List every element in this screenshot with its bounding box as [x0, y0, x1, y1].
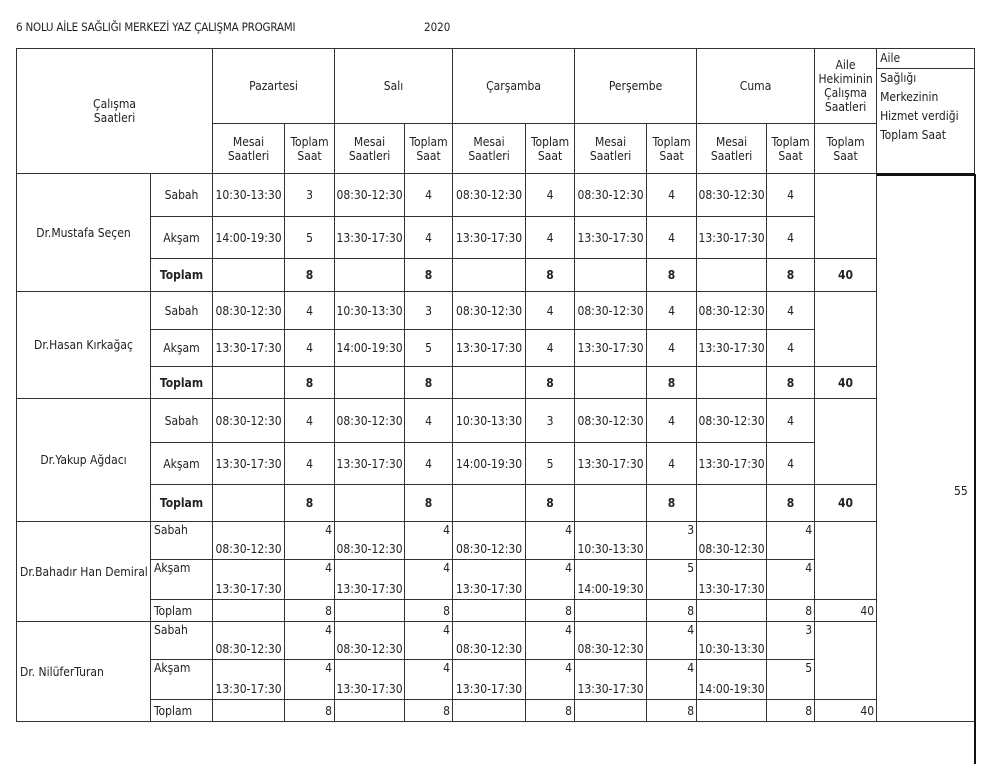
shift-label-toplam: Toplam	[151, 600, 213, 622]
mesai-saatleri-cell: 08:30-12:30	[697, 174, 767, 217]
header-mesai	[697, 124, 767, 174]
toplam-saat-cell: 4	[405, 399, 453, 443]
mesai-saatleri-cell: 13:30-17:30	[697, 560, 767, 600]
header-hekim-toplam-2: Saat	[833, 148, 858, 163]
header-mesai-1: Mesai	[594, 134, 627, 149]
mesai-saatleri-cell: 13:30-17:30	[697, 217, 767, 259]
mesai-saatleri-cell: 13:30-17:30	[335, 443, 405, 485]
toplam-day-value: 8	[526, 600, 575, 622]
mesai-saatleri-cell: 10:30-13:30	[697, 622, 767, 660]
toplam-saat-cell: 4	[285, 560, 335, 600]
toplam-saat-cell: 4	[405, 217, 453, 259]
mesai-saatleri-cell: 08:30-12:30	[575, 292, 647, 330]
header-asm-line: Merkezinin	[880, 90, 939, 104]
toplam-mesai-empty	[575, 700, 647, 722]
header-toplam-2: Saat	[659, 148, 684, 163]
toplam-saat-cell: 4	[767, 560, 815, 600]
toplam-day-value: 8	[526, 700, 575, 722]
header-hekim	[815, 49, 877, 124]
mesai-saatleri-cell: 14:00-19:30	[575, 560, 647, 600]
mesai-saatleri-cell: 08:30-12:30	[335, 622, 405, 660]
mesai-saatleri-cell: 08:30-12:30	[213, 522, 285, 560]
toplam-saat-cell: 5	[767, 660, 815, 700]
mesai-saatleri-cell: 13:30-17:30	[453, 560, 526, 600]
toplam-saat-cell: 4	[285, 443, 335, 485]
shift-label-toplam: Toplam	[151, 259, 213, 292]
header-mesai-2: Saatleri	[348, 148, 391, 163]
toplam-saat-cell: 3	[285, 174, 335, 217]
schedule-table	[16, 48, 975, 722]
toplam-mesai-empty	[213, 485, 285, 522]
toplam-saat-cell: 4	[285, 522, 335, 560]
toplam-day-value: 8	[405, 700, 453, 722]
row-toplam	[17, 485, 975, 522]
toplam-mesai-empty	[697, 600, 767, 622]
header-hekim-line: Çalışma	[824, 86, 868, 100]
hekim-week-total: 40	[815, 367, 877, 399]
header-mesai-1: Mesai	[473, 134, 505, 149]
shift-label-toplam: Toplam	[151, 700, 213, 722]
row-sabah	[17, 399, 975, 443]
mesai-saatleri-cell: 08:30-12:30	[453, 174, 526, 217]
hekim-empty-cell	[815, 174, 877, 259]
mesai-saatleri-cell: 13:30-17:30	[335, 660, 405, 700]
header-mesai-2: Saatleri	[227, 148, 270, 163]
toplam-day-value: 8	[526, 367, 575, 399]
mesai-saatleri-cell: 08:30-12:30	[697, 292, 767, 330]
toplam-mesai-empty	[335, 367, 405, 399]
toplam-saat-cell: 3	[405, 292, 453, 330]
header-toplam-1: Toplam	[290, 134, 329, 149]
mesai-saatleri-cell: 08:30-12:30	[213, 622, 285, 660]
header-toplam	[526, 124, 575, 174]
mesai-saatleri-cell: 13:30-17:30	[335, 217, 405, 259]
header-toplam-2: Saat	[416, 148, 441, 163]
toplam-day-value: 8	[405, 485, 453, 522]
asm-total-cell	[877, 174, 975, 722]
toplam-day-value: 8	[285, 600, 335, 622]
hekim-empty-cell	[815, 622, 877, 700]
toplam-day-value: 8	[647, 259, 697, 292]
header-toplam-1: Toplam	[652, 134, 691, 149]
toplam-day-value: 8	[647, 367, 697, 399]
row-sabah	[17, 292, 975, 330]
asm-total: 55	[954, 484, 968, 498]
header-calisma: Çalışma	[93, 97, 136, 111]
toplam-saat-cell: 4	[647, 174, 697, 217]
mesai-saatleri-cell: 10:30-13:30	[453, 399, 526, 443]
toplam-saat-cell: 4	[526, 217, 575, 259]
mesai-saatleri-cell: 10:30-13:30	[213, 174, 285, 217]
mesai-saatleri-cell: 13:30-17:30	[697, 443, 767, 485]
header-hekim-line: Hekiminin	[818, 72, 873, 86]
toplam-saat-cell: 4	[405, 660, 453, 700]
toplam-saat-cell: 4	[285, 330, 335, 367]
toplam-mesai-empty	[453, 700, 526, 722]
toplam-mesai-empty	[213, 259, 285, 292]
header-toplam-2: Saat	[297, 148, 322, 163]
mesai-saatleri-cell: 13:30-17:30	[575, 443, 647, 485]
mesai-saatleri-cell: 14:00-19:30	[697, 660, 767, 700]
header-mesai-1: Mesai	[715, 134, 748, 149]
shift-label-aksam: Akşam	[151, 443, 213, 485]
header-toplam-2: Saat	[778, 148, 803, 163]
toplam-mesai-empty	[335, 600, 405, 622]
header-asm	[877, 49, 975, 174]
mesai-saatleri-cell: 08:30-12:30	[697, 522, 767, 560]
header-toplam-1: Toplam	[771, 134, 810, 149]
toplam-saat-cell: 4	[405, 174, 453, 217]
mesai-saatleri-cell: 13:30-17:30	[213, 560, 285, 600]
toplam-saat-cell: 3	[526, 399, 575, 443]
header-saatleri: Saatleri	[93, 111, 136, 125]
toplam-mesai-empty	[453, 600, 526, 622]
header-toplam	[285, 124, 335, 174]
toplam-saat-cell: 4	[647, 399, 697, 443]
toplam-mesai-empty	[575, 367, 647, 399]
toplam-saat-cell: 3	[767, 622, 815, 660]
shift-label-sabah: Sabah	[151, 174, 213, 217]
toplam-mesai-empty	[213, 367, 285, 399]
toplam-saat-cell: 4	[526, 330, 575, 367]
toplam-mesai-empty	[213, 700, 285, 722]
mesai-saatleri-cell: 13:30-17:30	[575, 217, 647, 259]
header-hekim-toplam	[815, 124, 877, 174]
header-toplam-1: Toplam	[409, 134, 448, 149]
toplam-saat-cell: 4	[647, 443, 697, 485]
toplam-saat-cell: 4	[405, 522, 453, 560]
toplam-saat-cell: 4	[767, 174, 815, 217]
header-toplam-1: Toplam	[530, 134, 570, 149]
hekim-empty-cell	[815, 292, 877, 367]
mesai-saatleri-cell: 14:00-19:30	[213, 217, 285, 259]
header-mesai	[335, 124, 405, 174]
toplam-saat-cell: 5	[285, 217, 335, 259]
header-mesai	[213, 124, 285, 174]
header-asm-line: Sağlığı	[880, 71, 917, 85]
toplam-mesai-empty	[453, 259, 526, 292]
toplam-mesai-empty	[453, 367, 526, 399]
toplam-saat-cell: 4	[526, 522, 575, 560]
toplam-mesai-empty	[575, 259, 647, 292]
header-day-1: Salı	[335, 49, 453, 124]
toplam-day-value: 8	[767, 700, 815, 722]
header-mesai-2: Saatleri	[468, 148, 510, 163]
toplam-saat-cell: 4	[285, 292, 335, 330]
toplam-day-value: 8	[285, 485, 335, 522]
hekim-week-total: 40	[815, 600, 877, 622]
toplam-saat-cell: 4	[285, 660, 335, 700]
toplam-saat-cell: 4	[526, 622, 575, 660]
toplam-mesai-empty	[575, 600, 647, 622]
toplam-day-value: 8	[647, 600, 697, 622]
toplam-day-value: 8	[767, 367, 815, 399]
toplam-saat-cell: 4	[285, 399, 335, 443]
toplam-saat-cell: 3	[647, 522, 697, 560]
toplam-saat-cell: 4	[647, 217, 697, 259]
header-toplam	[405, 124, 453, 174]
mesai-saatleri-cell: 08:30-12:30	[213, 399, 285, 443]
doctor-name: Dr.Mustafa Seçen	[17, 174, 151, 292]
hekim-empty-cell	[815, 522, 877, 600]
toplam-day-value: 8	[405, 367, 453, 399]
mesai-saatleri-cell: 14:00-19:30	[335, 330, 405, 367]
toplam-saat-cell: 5	[526, 443, 575, 485]
toplam-saat-cell: 4	[285, 622, 335, 660]
toplam-mesai-empty	[697, 700, 767, 722]
toplam-mesai-empty	[213, 600, 285, 622]
shift-label-aksam: Akşam	[151, 660, 213, 700]
toplam-mesai-empty	[335, 485, 405, 522]
toplam-mesai-empty	[575, 485, 647, 522]
mesai-saatleri-cell: 13:30-17:30	[213, 330, 285, 367]
header-toplam	[767, 124, 815, 174]
header-calisma-saatleri	[17, 49, 213, 174]
row-toplam	[17, 600, 975, 622]
toplam-saat-cell: 4	[526, 560, 575, 600]
toplam-mesai-empty	[335, 700, 405, 722]
mesai-saatleri-cell: 13:30-17:30	[335, 560, 405, 600]
doctor-rows	[17, 174, 975, 722]
mesai-saatleri-cell: 13:30-17:30	[213, 443, 285, 485]
header-row-days	[17, 49, 975, 124]
toplam-mesai-empty	[453, 485, 526, 522]
hekim-week-total: 40	[815, 259, 877, 292]
toplam-mesai-empty	[697, 367, 767, 399]
shift-label-aksam: Akşam	[151, 560, 213, 600]
toplam-saat-cell: 5	[405, 330, 453, 367]
doctor-name: Dr.Bahadır Han Demiral	[17, 522, 151, 622]
toplam-day-value: 8	[405, 259, 453, 292]
toplam-day-value: 8	[526, 259, 575, 292]
header-mesai	[575, 124, 647, 174]
toplam-saat-cell: 4	[647, 660, 697, 700]
toplam-saat-cell: 4	[647, 622, 697, 660]
doctor-name: Dr.Yakup Ağdacı	[17, 399, 151, 522]
header-asm-line: Toplam Saat	[880, 128, 946, 142]
mesai-saatleri-cell: 13:30-17:30	[575, 330, 647, 367]
header-mesai-2: Saatleri	[710, 148, 753, 163]
toplam-mesai-empty	[335, 259, 405, 292]
mesai-saatleri-cell: 08:30-12:30	[453, 622, 526, 660]
mesai-saatleri-cell: 08:30-12:30	[335, 399, 405, 443]
toplam-saat-cell: 4	[647, 292, 697, 330]
row-sabah	[17, 174, 975, 217]
toplam-day-value: 8	[285, 367, 335, 399]
header-day-2: Çarşamba	[453, 49, 575, 124]
toplam-saat-cell: 5	[647, 560, 697, 600]
year-label: 2020	[424, 20, 451, 34]
header-hekim-line: Aile	[835, 58, 856, 72]
toplam-saat-cell: 4	[405, 622, 453, 660]
row-sabah	[17, 622, 975, 660]
toplam-saat-cell: 4	[767, 330, 815, 367]
mesai-saatleri-cell: 08:30-12:30	[453, 292, 526, 330]
toplam-saat-cell: 4	[647, 330, 697, 367]
header-mesai-1: Mesai	[232, 134, 265, 149]
toplam-saat-cell: 4	[767, 399, 815, 443]
header-hekim-line: Saatleri	[824, 100, 867, 114]
header-mesai-2: Saatleri	[589, 148, 632, 163]
toplam-saat-cell: 4	[526, 174, 575, 217]
header-toplam-2: Saat	[537, 148, 563, 163]
toplam-day-value: 8	[767, 600, 815, 622]
header-asm-line: Hizmet verdiği	[880, 109, 959, 123]
toplam-mesai-empty	[697, 485, 767, 522]
toplam-saat-cell: 4	[767, 292, 815, 330]
mesai-saatleri-cell: 13:30-17:30	[453, 660, 526, 700]
mesai-saatleri-cell: 08:30-12:30	[697, 399, 767, 443]
header-day-3: Perşembe	[575, 49, 697, 124]
mesai-saatleri-cell: 08:30-12:30	[453, 522, 526, 560]
shift-label-aksam: Akşam	[151, 330, 213, 367]
mesai-saatleri-cell: 14:00-19:30	[453, 443, 526, 485]
header-day-4: Cuma	[697, 49, 815, 124]
mesai-saatleri-cell: 08:30-12:30	[575, 399, 647, 443]
mesai-saatleri-cell: 08:30-12:30	[335, 522, 405, 560]
header-asm-line: Aile	[877, 49, 974, 69]
toplam-saat-cell: 4	[526, 660, 575, 700]
toplam-day-value: 8	[526, 485, 575, 522]
toplam-day-value: 8	[647, 485, 697, 522]
toplam-day-value: 8	[285, 700, 335, 722]
toplam-saat-cell: 4	[767, 443, 815, 485]
hekim-week-total: 40	[815, 485, 877, 522]
row-toplam	[17, 367, 975, 399]
toplam-saat-cell: 4	[405, 443, 453, 485]
mesai-saatleri-cell: 13:30-17:30	[453, 217, 526, 259]
mesai-saatleri-cell: 13:30-17:30	[453, 330, 526, 367]
shift-label-sabah: Sabah	[151, 522, 213, 560]
header-toplam	[647, 124, 697, 174]
mesai-saatleri-cell: 10:30-13:30	[575, 522, 647, 560]
mesai-saatleri-cell: 13:30-17:30	[697, 330, 767, 367]
mesai-saatleri-cell: 10:30-13:30	[335, 292, 405, 330]
header-mesai-1: Mesai	[353, 134, 386, 149]
mesai-saatleri-cell: 08:30-12:30	[213, 292, 285, 330]
mesai-saatleri-cell: 08:30-12:30	[575, 622, 647, 660]
header-mesai	[453, 124, 526, 174]
header-day-0: Pazartesi	[213, 49, 335, 124]
mesai-saatleri-cell: 13:30-17:30	[213, 660, 285, 700]
toplam-day-value: 8	[647, 700, 697, 722]
shift-label-sabah: Sabah	[151, 292, 213, 330]
shift-label-toplam: Toplam	[151, 485, 213, 522]
header-hekim-toplam-1: Toplam	[826, 134, 865, 149]
doctor-name: Dr. NilüferTuran	[17, 622, 151, 722]
shift-label-sabah: Sabah	[151, 399, 213, 443]
row-sabah	[17, 522, 975, 560]
shift-label-sabah: Sabah	[151, 622, 213, 660]
shift-label-aksam: Akşam	[151, 217, 213, 259]
toplam-day-value: 8	[285, 259, 335, 292]
toplam-saat-cell: 4	[526, 292, 575, 330]
row-toplam	[17, 259, 975, 292]
shift-label-toplam: Toplam	[151, 367, 213, 399]
mesai-saatleri-cell: 13:30-17:30	[575, 660, 647, 700]
toplam-day-value: 8	[767, 259, 815, 292]
toplam-saat-cell: 4	[767, 522, 815, 560]
row-toplam	[17, 700, 975, 722]
toplam-mesai-empty	[697, 259, 767, 292]
toplam-saat-cell: 4	[405, 560, 453, 600]
mesai-saatleri-cell: 08:30-12:30	[575, 174, 647, 217]
toplam-day-value: 8	[405, 600, 453, 622]
toplam-day-value: 8	[767, 485, 815, 522]
hekim-week-total: 40	[815, 700, 877, 722]
doctor-name: Dr.Hasan Kırkağaç	[17, 292, 151, 399]
page-title: 6 NOLU AİLE SAĞLIĞI MERKEZİ YAZ ÇALIŞMA PROGRAMI	[16, 20, 296, 34]
mesai-saatleri-cell: 08:30-12:30	[335, 174, 405, 217]
toplam-saat-cell: 4	[767, 217, 815, 259]
hekim-empty-cell	[815, 399, 877, 485]
